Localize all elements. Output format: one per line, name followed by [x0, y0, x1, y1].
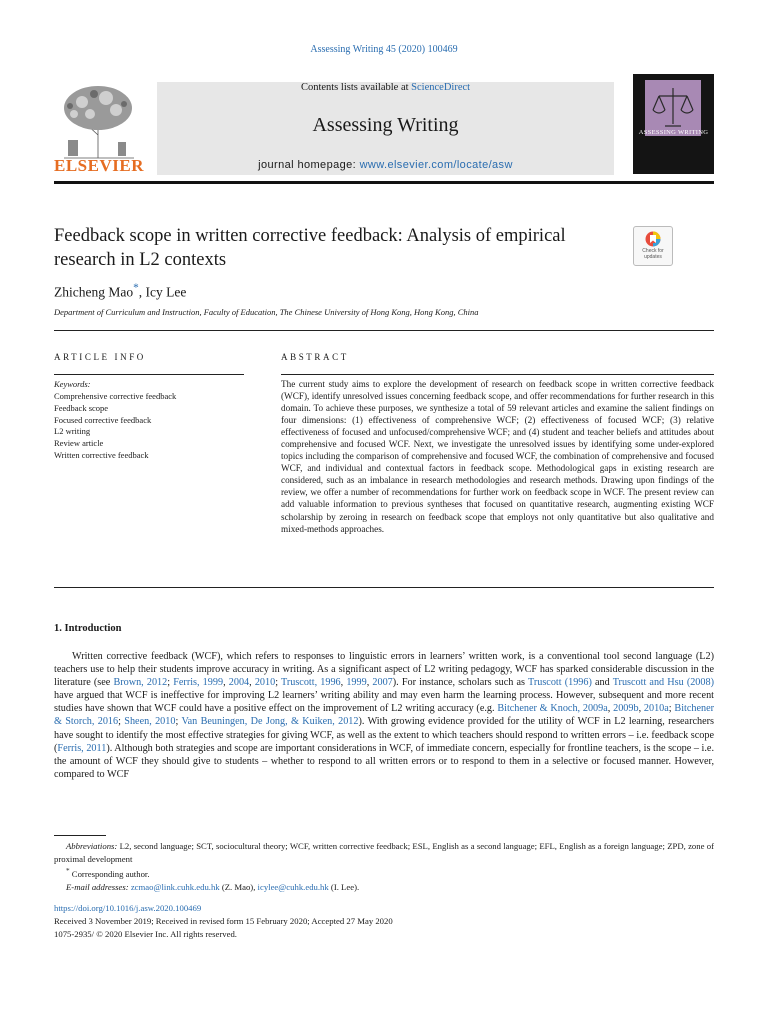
intro-text-run: ; — [118, 716, 125, 728]
intro-text-run: and — [591, 677, 613, 689]
journal-reference-link[interactable]: Assessing Writing 45 (2020) 100469 — [310, 44, 458, 55]
intro-text-run: Written corrective feedback (WCF), which refers to responses to linguistic errors in learners’ written work, is a conventional tool second language (L2) teachers use to help their students improve accuracy in writing. As a significant aspect of L2 writing pedagogy, WCF has sparked considerable discussion in the literature (see — [54, 651, 714, 689]
copyright-notice: 1075-2935/ © 2020 Elsevier Inc. All rights reserved. — [54, 929, 237, 939]
contents-prefix: Contents lists available at — [300, 82, 412, 93]
intro-text-run: , — [223, 677, 229, 689]
keyword-item[interactable]: Review article — [54, 438, 104, 449]
abbreviations-footnote — [54, 840, 714, 865]
cover-image — [645, 80, 701, 136]
citation-link[interactable]: Brown, 2012 — [113, 677, 168, 689]
keywords-list — [54, 391, 176, 462]
intro-text-run: ; — [167, 677, 174, 689]
corresponding-footnote-mark: * — [66, 867, 70, 876]
citation-link[interactable]: 2004 — [228, 677, 250, 689]
intro-text-run: , — [249, 677, 255, 689]
received-dates: Received 3 November 2019; Received in revised form 15 February 2020; Accepted 27 May 2020 — [54, 916, 393, 926]
abbreviations-label: Abbreviations: — [66, 841, 118, 851]
corresponding-author-text: Corresponding author. — [69, 869, 150, 880]
abstract-end-divider — [54, 587, 714, 588]
citation-link[interactable]: Sheen, 2010 — [124, 716, 176, 728]
citation-link[interactable]: Van Beuningen, De Jong, & Kuiken, 2012 — [181, 716, 359, 728]
title-divider — [54, 330, 714, 331]
journal-homepage — [157, 159, 614, 171]
abstract-divider — [281, 374, 714, 375]
check-for-updates-label — [634, 248, 672, 260]
citation-link[interactable]: Ferris, 2011 — [57, 742, 107, 754]
homepage-prefix: journal homepage: — [258, 159, 360, 171]
check-for-updates-button[interactable] — [633, 226, 673, 266]
citation-link[interactable]: 1999 — [346, 677, 367, 689]
check-label-line2: updates — [644, 254, 662, 260]
article-info-heading: ARTICLE INFO — [54, 352, 146, 362]
keyword-item[interactable]: L2 writing — [54, 426, 91, 437]
corresponding-author-mark[interactable]: * — [133, 282, 139, 294]
corresponding-author-footnote — [54, 865, 714, 880]
citation-link[interactable]: Truscott and Hsu (2008) — [612, 677, 714, 689]
section-heading-introduction: 1. Introduction — [54, 623, 122, 634]
journal-cover-thumbnail[interactable] — [633, 74, 714, 174]
keywords-label: Keywords: — [54, 379, 91, 389]
citation-link[interactable]: 2010a — [643, 703, 669, 715]
citation-link[interactable]: 2007 — [372, 677, 393, 689]
paper-title: Feedback scope in written corrective feedback: Analysis of empirical research in L2 contexts — [54, 226, 566, 270]
homepage-link[interactable]: www.elsevier.com/locate/asw — [359, 159, 513, 171]
intro-text-run: , — [638, 703, 644, 715]
intro-text-run: , — [340, 677, 347, 689]
keyword-item[interactable]: Feedback scope — [54, 402, 109, 413]
keyword-item[interactable]: Focused corrective feedback — [54, 414, 152, 425]
intro-text-run: have argued that WCF is ineffective for improving L2 learners’ writing ability and may even harm the learning process. However, subsequent and more recent studies have shown that WCF could have a positive effect on the improvement of L2 writing accuracy (e.g. — [54, 690, 714, 715]
author-lee[interactable]: , Icy Lee — [138, 284, 187, 300]
citation-link[interactable]: Ferris, 1999 — [173, 677, 224, 689]
email-footnote — [54, 881, 714, 894]
abstract-text: The current study aims to explore the development of research on feedback scope in written corrective feedback (WCF), identify unresolved issues concerning feedback scope, and offer recommendations for further research in this domain. To achieve these purposes, we synthesize a total of 59 relevant articles and examine the salient findings on four dimensions: (1) effectiveness of comprehensive WCF; (2) effectiveness of focused WCF; (3) relative effectiveness of focused and unfocused/comprehensive WCF; and (4) student and teacher beliefs and attitudes about comprehensive and focused WCF. Next, we investigate the unresolved issues by identifying some under-explored topics including the comparison of comprehensive and focused WCF, the combination of comprehensive and focused WCF, and individual and contextual factors in feedback scope. Methodological gaps in existing research are considered, such as an imbalance in research methodologies and research methods. Drawing upon findings of the review, we offer a number of recommendations for further work on feedback scope in WCF. The present review can add valuable information to previous syntheses that focused on quantitative research, augmenting existing WCF scholarship by zeroing in research on feedback scope that employs not only quantitative but also qualitative and mixed-methods approaches. — [281, 379, 714, 534]
citation-link[interactable]: Bitchener & Storch, 2016 — [54, 703, 715, 728]
elsevier-wordmark: ELSEVIER — [54, 156, 144, 175]
check-for-updates-icon — [645, 231, 661, 247]
footnote-divider — [54, 835, 106, 836]
authors — [54, 282, 186, 301]
journal-name: Assessing Writing — [312, 114, 459, 136]
citation-link[interactable]: Truscott (1996) — [527, 677, 592, 689]
contents-availability — [157, 82, 614, 93]
email-link-mao[interactable]: zcmao@link.cuhk.edu.hk — [130, 881, 220, 892]
author-mao[interactable]: Zhicheng Mao — [54, 284, 134, 300]
introduction-paragraph — [54, 650, 714, 781]
affiliation: Department of Curriculum and Instruction, Faculty of Education, The Chinese University of Hong Kong, Hong Kong, China — [54, 307, 479, 317]
citation-link[interactable]: Bitchener & Knoch, 2009a — [497, 703, 608, 715]
intro-text-run: ; — [668, 703, 675, 715]
cover-title: ASSESSING WRITING — [638, 129, 709, 136]
check-label-line1: Check for — [642, 248, 664, 254]
email-owner-lee: (I. Lee). — [328, 881, 360, 892]
keyword-item[interactable]: Written corrective feedback — [54, 449, 149, 460]
keyword-item[interactable]: Comprehensive corrective feedback — [54, 391, 177, 401]
intro-text-run: ; — [175, 716, 182, 728]
article-info-divider — [54, 374, 244, 375]
intro-text-run: , — [607, 703, 614, 715]
intro-text-run: ). With growing evidence provided for the utility of WCF in L2 learning, researchers have sought to identify the most effective strategies for giving WCF, as well as the extent to which teachers should respond to written errors – i.e. feedback scope ( — [54, 716, 714, 754]
intro-text-run: , — [366, 677, 373, 689]
citation-link[interactable]: 2010 — [254, 677, 276, 689]
intro-text-run: ). Although both strategies and scope are important considerations in WCF, of immediate concern, especially for frontline teachers, is the scope – i.e. the amount of WCF they should give to students – whether to respond to all written errors or to respond to them in a selective or focused manner. However, compared to WCF — [54, 742, 715, 780]
doi-link[interactable]: https://doi.org/10.1016/j.asw.2020.100469 — [54, 903, 202, 913]
email-link-lee[interactable]: icylee@cuhk.edu.hk — [257, 881, 329, 892]
abbreviations-text: L2, second language; SCT, sociocultural theory; WCF, written corrective feedback; ESL, English as a second language; EFL, English as a foreign language; ZPD, zone of proximal development — [54, 841, 714, 864]
email-label: E-mail addresses: — [66, 881, 129, 892]
abstract-heading: ABSTRACT — [281, 352, 349, 362]
intro-text-run: ). For instance, scholars such as — [392, 677, 528, 689]
citation-link[interactable]: 2009b — [613, 703, 639, 715]
intro-text-run: ; — [275, 677, 281, 689]
citation-link[interactable]: Truscott, 1996 — [280, 677, 341, 689]
sciencedirect-link[interactable]: ScienceDirect — [411, 82, 471, 93]
header-divider — [54, 181, 714, 184]
footnotes — [54, 840, 714, 893]
email-owner-mao: (Z. Mao), — [219, 881, 258, 892]
